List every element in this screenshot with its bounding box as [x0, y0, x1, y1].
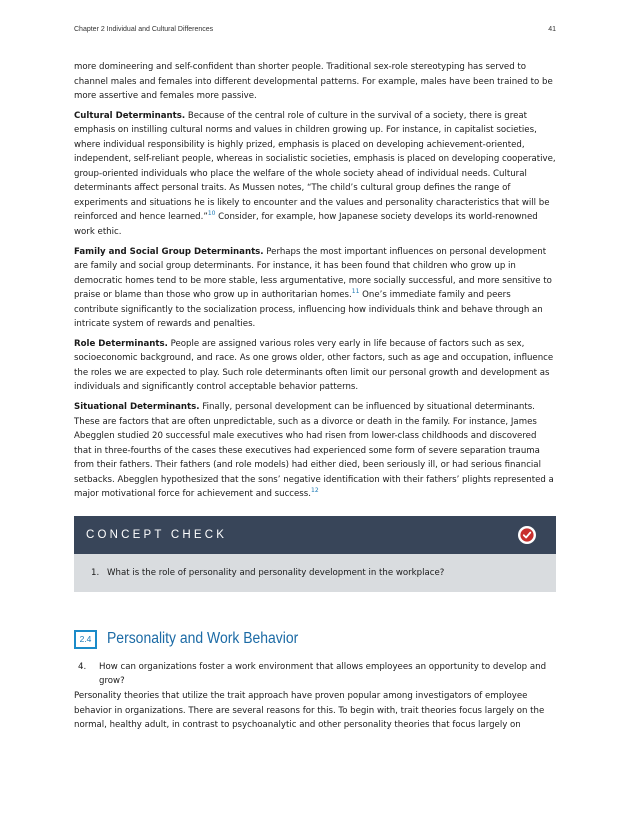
check-icon	[518, 526, 536, 544]
paragraph-text: more domineering and self-confident than shorter people. Traditional sex-role stereotyping has served to channel males and females into different developmental patterns. For example, males have been trained to be more assertive and females more passive.	[74, 62, 553, 102]
paragraph-heading: Family and Social Group Determinants.	[74, 246, 264, 257]
paragraph-intro	[74, 60, 556, 104]
paragraph-heading: Situational Determinants.	[74, 402, 200, 413]
paragraph-text-continued: One’s immediate family and peers contribute significantly to the socialization process, influencing how individuals think and behave through an intricate system of rewards and penalties.	[74, 290, 543, 330]
section-title: Personality and Work Behavior	[107, 630, 299, 648]
paragraph-text-continued: Consider, for example, how Japanese society develops its world-renowned work ethic.	[74, 212, 538, 238]
page-number: 41	[548, 26, 556, 33]
footnote-link-12[interactable]: 12	[311, 487, 319, 495]
paragraph-cultural-determinants	[74, 109, 556, 240]
paragraph-text: Because of the central role of culture in the survival of a society, there is great emphasis on instilling cultural norms and values in children growing up. For instance, in capitalist societies, where individual responsibility is highly prized, emphasis is placed on developing achievement-oriented, independent, self-reliant people, whereas in socialistic societies, emphasis is placed on developing cooperative, group-oriented individuals who place the welfare of the whole society ahead of individual needs. Cultural determinants affect personal traits. As Mussen notes, “The child’s cultural group defines the range of experiments and situations he is likely to encounter and the values and personality characteristics that will be reinforced and hence learned.”	[74, 110, 556, 223]
objective-text: How can organizations foster a work environment that allows employees an opportunity to develop and grow?	[99, 661, 547, 687]
concept-check-question	[74, 554, 556, 592]
concept-check-box	[74, 516, 556, 592]
section-heading	[74, 630, 556, 649]
footnote-link-11[interactable]: 11	[351, 288, 360, 296]
paragraph-trait-approach	[74, 689, 556, 733]
paragraph-text: Finally, personal development can be influenced by situational determinants. These are factors that are often unpredictable, such as a divorce or death in the family. For instance, James Abegglen studied 20 successful male executives who had risen from lower-class childhoods and discovered that in three-fourths of the cases these executives had experienced some form of severe separation trauma from their fathers. Their fathers (and role models) had either died, been seriously ill, or had serious financial setbacks. Abegglen hypothesized that the sons’ negative identification with their fathers’ plights represented a major motivational force for achievement and success.	[74, 402, 554, 500]
concept-check-title: CONCEPT CHECK	[86, 528, 228, 541]
section-number-badge: 2.4	[74, 630, 97, 649]
paragraph-family-determinants	[74, 245, 556, 332]
page-content	[74, 60, 556, 738]
question-number: 1.	[91, 567, 100, 578]
paragraph-text: People are assigned various roles very early in life because of factors such as sex, socioeconomic background, and race. As one grows older, other factors, such as age and occupation, influence the roles we are expected to play. Such role determinants often limit our personal growth and development as individuals and significantly control acceptable behavior patterns.	[74, 338, 554, 393]
footnote-link-10[interactable]: 10	[207, 210, 216, 218]
chapter-title: Chapter 2 Individual and Cultural Differences	[74, 26, 214, 33]
paragraph-role-determinants	[74, 337, 556, 395]
paragraph-text: Personality theories that utilize the trait approach have proven popular among investigators of employee behavior in organizations. There are several reasons for this. To begin with, trait theories focus largely on the normal, healthy adult, in contrast to psychoanalytic and other personality theories that focus largely on	[74, 690, 545, 731]
paragraph-text: Perhaps the most important influences on personal development are family and social group determinants. For instance, it has been found that children who grow up in democratic homes tend to be more stable, less argumentative, more socially successful, and more sensitive to praise or blame than those who grow up in authoritarian homes.	[74, 246, 552, 301]
page-header	[74, 26, 556, 33]
concept-check-header	[74, 516, 556, 554]
objective-number: 4.	[78, 661, 87, 672]
paragraph-heading: Role Determinants.	[74, 338, 168, 349]
learning-objective	[74, 660, 556, 689]
question-text: What is the role of personality and personality development in the workplace?	[107, 567, 445, 578]
paragraph-heading: Cultural Determinants.	[74, 110, 186, 121]
paragraph-situational-determinants	[74, 400, 556, 502]
